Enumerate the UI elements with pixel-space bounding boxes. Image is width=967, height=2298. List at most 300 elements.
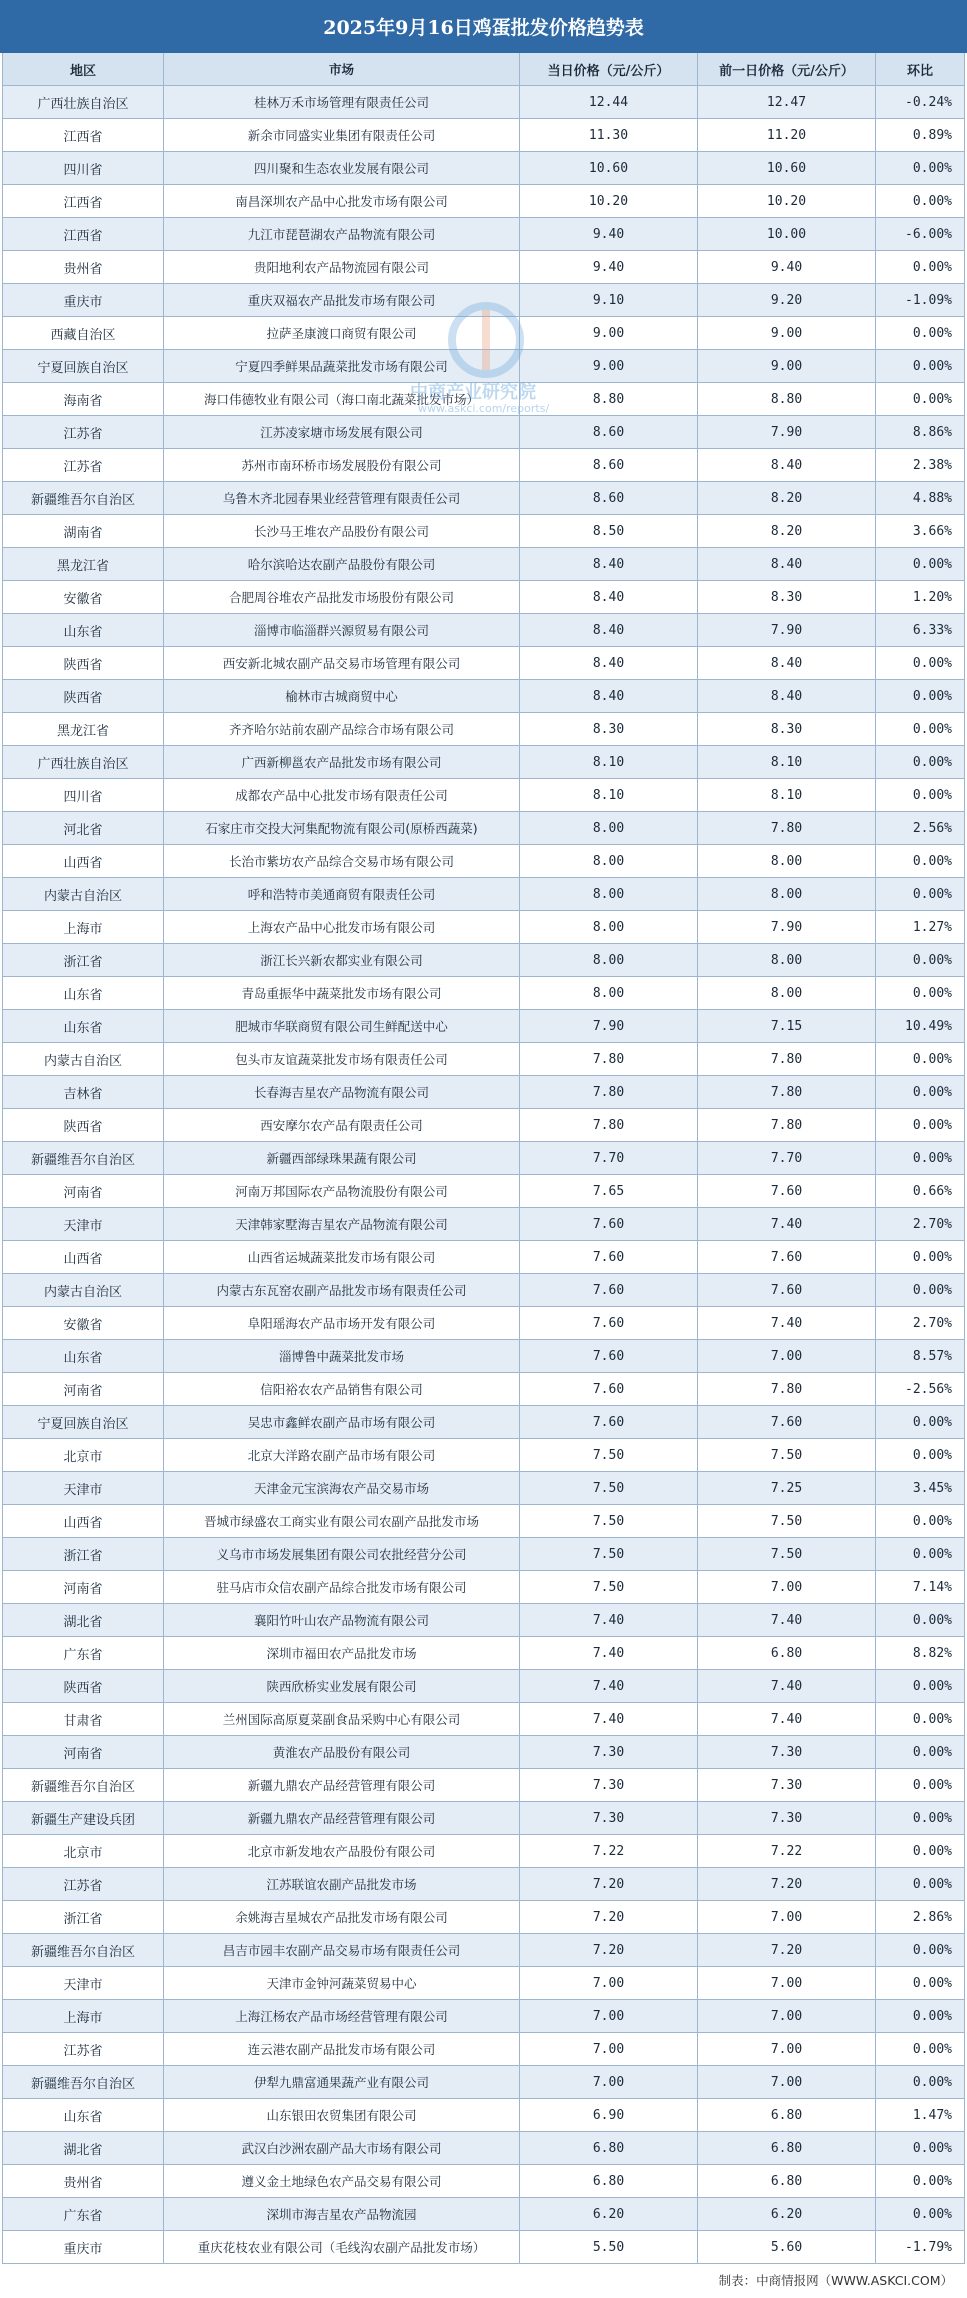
change-cell: 0.00% <box>876 1538 965 1570</box>
table-row <box>2 1637 965 1670</box>
region-cell: 河南省 <box>2 1373 164 1405</box>
change-cell: 0.00% <box>876 1142 965 1174</box>
today-price-cell: 9.10 <box>520 284 698 316</box>
market-cell: 兰州国际高原夏菜副食品采购中心有限公司 <box>164 1703 520 1735</box>
prev-price-cell: 10.00 <box>698 218 876 250</box>
market-cell: 天津金元宝滨海农产品交易市场 <box>164 1472 520 1504</box>
region-cell: 广西壮族自治区 <box>2 86 164 118</box>
market-cell: 天津韩家墅海吉星农产品物流有限公司 <box>164 1208 520 1240</box>
region-cell: 江苏省 <box>2 449 164 481</box>
change-cell: 0.00% <box>876 2000 965 2032</box>
prev-price-cell: 10.20 <box>698 185 876 217</box>
prev-price-cell: 7.00 <box>698 1967 876 1999</box>
market-cell: 驻马店市众信农副产品综合批发市场有限公司 <box>164 1571 520 1603</box>
region-cell: 山东省 <box>2 614 164 646</box>
header-prev-price: 前一日价格（元/公斤） <box>698 53 876 85</box>
header-change: 环比 <box>876 53 965 85</box>
market-cell: 襄阳竹叶山农产品物流有限公司 <box>164 1604 520 1636</box>
region-cell: 四川省 <box>2 779 164 811</box>
market-cell: 新疆九鼎农产品经营管理有限公司 <box>164 1769 520 1801</box>
today-price-cell: 9.00 <box>520 350 698 382</box>
market-cell: 石家庄市交投大河集配物流有限公司(原桥西蔬菜) <box>164 812 520 844</box>
source-note: 制表：中商情报网（WWW.ASKCI.COM） <box>718 2273 953 2288</box>
prev-price-cell: 8.40 <box>698 680 876 712</box>
prev-price-cell: 8.30 <box>698 713 876 745</box>
table-row <box>2 548 965 581</box>
table-row <box>2 449 965 482</box>
table-row <box>2 1241 965 1274</box>
table-row <box>2 1406 965 1439</box>
today-price-cell: 7.50 <box>520 1505 698 1537</box>
table-row <box>2 2198 965 2231</box>
region-cell: 新疆生产建设兵团 <box>2 1802 164 1834</box>
change-cell: 1.47% <box>876 2099 965 2131</box>
prev-price-cell: 7.80 <box>698 1373 876 1405</box>
prev-price-cell: 8.10 <box>698 779 876 811</box>
prev-price-cell: 8.00 <box>698 977 876 1009</box>
region-cell: 江西省 <box>2 185 164 217</box>
today-price-cell: 8.00 <box>520 812 698 844</box>
region-cell: 河南省 <box>2 1571 164 1603</box>
market-cell: 成都农产品中心批发市场有限责任公司 <box>164 779 520 811</box>
change-cell: 0.00% <box>876 2198 965 2230</box>
market-cell: 山西省运城蔬菜批发市场有限公司 <box>164 1241 520 1273</box>
prev-price-cell: 7.30 <box>698 1769 876 1801</box>
today-price-cell: 8.00 <box>520 845 698 877</box>
table-row <box>2 1340 965 1373</box>
table-row <box>2 2099 965 2132</box>
today-price-cell: 7.00 <box>520 2000 698 2032</box>
today-price-cell: 7.60 <box>520 1373 698 1405</box>
prev-price-cell: 7.40 <box>698 1307 876 1339</box>
region-cell: 吉林省 <box>2 1076 164 1108</box>
change-cell: 0.00% <box>876 548 965 580</box>
region-cell: 河南省 <box>2 1175 164 1207</box>
prev-price-cell: 7.40 <box>698 1604 876 1636</box>
market-cell: 伊犁九鼎富通果蔬产业有限公司 <box>164 2066 520 2098</box>
market-cell: 阜阳瑶海农产品市场开发有限公司 <box>164 1307 520 1339</box>
prev-price-cell: 7.00 <box>698 2000 876 2032</box>
prev-price-cell: 7.40 <box>698 1670 876 1702</box>
region-cell: 陕西省 <box>2 647 164 679</box>
change-cell: -6.00% <box>876 218 965 250</box>
table-row <box>2 152 965 185</box>
prev-price-cell: 7.25 <box>698 1472 876 1504</box>
table-row <box>2 218 965 251</box>
region-cell: 湖北省 <box>2 1604 164 1636</box>
prev-price-cell: 8.20 <box>698 482 876 514</box>
change-cell: 1.20% <box>876 581 965 613</box>
region-cell: 新疆维吾尔自治区 <box>2 1934 164 1966</box>
region-cell: 新疆维吾尔自治区 <box>2 2066 164 2098</box>
market-cell: 天津市金钟河蔬菜贸易中心 <box>164 1967 520 1999</box>
prev-price-cell: 11.20 <box>698 119 876 151</box>
region-cell: 新疆维吾尔自治区 <box>2 482 164 514</box>
region-cell: 上海市 <box>2 2000 164 2032</box>
region-cell: 河南省 <box>2 1736 164 1768</box>
prev-price-cell: 7.50 <box>698 1439 876 1471</box>
market-cell: 山东银田农贸集团有限公司 <box>164 2099 520 2131</box>
market-cell: 深圳市福田农产品批发市场 <box>164 1637 520 1669</box>
region-cell: 黑龙江省 <box>2 548 164 580</box>
market-cell: 肥城市华联商贸有限公司生鲜配送中心 <box>164 1010 520 1042</box>
market-cell: 青岛重振华中蔬菜批发市场有限公司 <box>164 977 520 1009</box>
table-row <box>2 1769 965 1802</box>
prev-price-cell: 9.00 <box>698 317 876 349</box>
table-row <box>2 1604 965 1637</box>
table-row <box>2 1703 965 1736</box>
prev-price-cell: 7.90 <box>698 911 876 943</box>
prev-price-cell: 8.40 <box>698 647 876 679</box>
region-cell: 宁夏回族自治区 <box>2 350 164 382</box>
today-price-cell: 7.30 <box>520 1769 698 1801</box>
market-cell: 广西新柳邕农产品批发市场有限公司 <box>164 746 520 778</box>
table-row <box>2 1142 965 1175</box>
prev-price-cell: 9.40 <box>698 251 876 283</box>
market-cell: 晋城市绿盛农工商实业有限公司农副产品批发市场 <box>164 1505 520 1537</box>
today-price-cell: 10.60 <box>520 152 698 184</box>
change-cell: 2.70% <box>876 1307 965 1339</box>
change-cell: 0.00% <box>876 1769 965 1801</box>
change-cell: 0.00% <box>876 779 965 811</box>
market-cell: 江苏凌家塘市场发展有限公司 <box>164 416 520 448</box>
change-cell: 0.00% <box>876 647 965 679</box>
today-price-cell: 6.90 <box>520 2099 698 2131</box>
change-cell: 0.00% <box>876 713 965 745</box>
table-row <box>2 1670 965 1703</box>
today-price-cell: 7.60 <box>520 1208 698 1240</box>
table-row <box>2 614 965 647</box>
today-price-cell: 8.40 <box>520 581 698 613</box>
table-row <box>2 482 965 515</box>
prev-price-cell: 8.00 <box>698 845 876 877</box>
prev-price-cell: 6.80 <box>698 2165 876 2197</box>
today-price-cell: 7.20 <box>520 1868 698 1900</box>
table-row <box>2 1109 965 1142</box>
today-price-cell: 10.20 <box>520 185 698 217</box>
region-cell: 广东省 <box>2 1637 164 1669</box>
today-price-cell: 8.40 <box>520 680 698 712</box>
region-cell: 安徽省 <box>2 581 164 613</box>
table-row <box>2 1835 965 1868</box>
change-cell: 0.00% <box>876 1967 965 1999</box>
today-price-cell: 8.60 <box>520 449 698 481</box>
region-cell: 山东省 <box>2 1010 164 1042</box>
market-cell: 义乌市市场发展集团有限公司农批经营分公司 <box>164 1538 520 1570</box>
change-cell: 0.00% <box>876 746 965 778</box>
region-cell: 陕西省 <box>2 1670 164 1702</box>
change-cell: 0.00% <box>876 1109 965 1141</box>
market-cell: 包头市友谊蔬菜批发市场有限责任公司 <box>164 1043 520 1075</box>
region-cell: 重庆市 <box>2 284 164 316</box>
table-row <box>2 1208 965 1241</box>
market-cell: 长沙马王堆农产品股份有限公司 <box>164 515 520 547</box>
table-row <box>2 713 965 746</box>
region-cell: 山东省 <box>2 1340 164 1372</box>
market-cell: 新疆西部绿珠果蔬有限公司 <box>164 1142 520 1174</box>
region-cell: 广西壮族自治区 <box>2 746 164 778</box>
region-cell: 内蒙古自治区 <box>2 878 164 910</box>
region-cell: 四川省 <box>2 152 164 184</box>
table-row <box>2 1901 965 1934</box>
market-cell: 齐齐哈尔站前农副产品综合市场有限公司 <box>164 713 520 745</box>
prev-price-cell: 8.00 <box>698 944 876 976</box>
today-price-cell: 7.80 <box>520 1043 698 1075</box>
market-cell: 合肥周谷堆农产品批发市场股份有限公司 <box>164 581 520 613</box>
today-price-cell: 7.40 <box>520 1604 698 1636</box>
market-cell: 淄博鲁中蔬菜批发市场 <box>164 1340 520 1372</box>
table-row <box>2 1736 965 1769</box>
change-cell: 0.00% <box>876 977 965 1009</box>
market-cell: 榆林市古城商贸中心 <box>164 680 520 712</box>
change-cell: 0.00% <box>876 1670 965 1702</box>
table-row <box>2 1538 965 1571</box>
region-cell: 北京市 <box>2 1439 164 1471</box>
market-cell: 内蒙古东瓦窑农副产品批发市场有限责任公司 <box>164 1274 520 1306</box>
market-cell: 苏州市南环桥市场发展股份有限公司 <box>164 449 520 481</box>
today-price-cell: 7.60 <box>520 1406 698 1438</box>
region-cell: 天津市 <box>2 1208 164 1240</box>
today-price-cell: 7.90 <box>520 1010 698 1042</box>
header-today-price: 当日价格（元/公斤） <box>520 53 698 85</box>
region-cell: 山东省 <box>2 2099 164 2131</box>
table-row <box>2 1868 965 1901</box>
today-price-cell: 7.80 <box>520 1109 698 1141</box>
table-row <box>2 812 965 845</box>
market-cell: 新余市同盛实业集团有限责任公司 <box>164 119 520 151</box>
today-price-cell: 6.20 <box>520 2198 698 2230</box>
table-row <box>2 977 965 1010</box>
region-cell: 黑龙江省 <box>2 713 164 745</box>
market-cell: 北京大洋路农副产品市场有限公司 <box>164 1439 520 1471</box>
change-cell: 8.86% <box>876 416 965 448</box>
region-cell: 陕西省 <box>2 1109 164 1141</box>
prev-price-cell: 8.40 <box>698 449 876 481</box>
today-price-cell: 8.10 <box>520 779 698 811</box>
today-price-cell: 7.60 <box>520 1340 698 1372</box>
change-cell: 0.00% <box>876 1736 965 1768</box>
prev-price-cell: 7.40 <box>698 1703 876 1735</box>
header-region: 地区 <box>2 53 164 85</box>
region-cell: 江苏省 <box>2 2033 164 2065</box>
market-cell: 拉萨圣康渡口商贸有限公司 <box>164 317 520 349</box>
table-row <box>2 1802 965 1835</box>
market-cell: 长春海吉星农产品物流有限公司 <box>164 1076 520 1108</box>
today-price-cell: 7.60 <box>520 1241 698 1273</box>
today-price-cell: 7.40 <box>520 1637 698 1669</box>
change-cell: 0.00% <box>876 2066 965 2098</box>
today-price-cell: 7.20 <box>520 1934 698 1966</box>
today-price-cell: 7.00 <box>520 2066 698 2098</box>
today-price-cell: 7.00 <box>520 1967 698 1999</box>
prev-price-cell: 5.60 <box>698 2231 876 2263</box>
page-title: 2025年9月16日鸡蛋批发价格趋势表 <box>0 0 967 53</box>
prev-price-cell: 8.80 <box>698 383 876 415</box>
region-cell: 安徽省 <box>2 1307 164 1339</box>
today-price-cell: 7.40 <box>520 1703 698 1735</box>
prev-price-cell: 7.00 <box>698 2066 876 2098</box>
today-price-cell: 8.00 <box>520 911 698 943</box>
prev-price-cell: 7.90 <box>698 416 876 448</box>
prev-price-cell: 9.00 <box>698 350 876 382</box>
prev-price-cell: 7.00 <box>698 1340 876 1372</box>
table-header-row <box>2 53 965 86</box>
change-cell: 0.89% <box>876 119 965 151</box>
change-cell: 0.00% <box>876 383 965 415</box>
prev-price-cell: 10.60 <box>698 152 876 184</box>
market-cell: 桂林万禾市场管理有限责任公司 <box>164 86 520 118</box>
today-price-cell: 7.65 <box>520 1175 698 1207</box>
market-cell: 连云港农副产品批发市场有限公司 <box>164 2033 520 2065</box>
prev-price-cell: 7.22 <box>698 1835 876 1867</box>
change-cell: 0.00% <box>876 1406 965 1438</box>
market-cell: 哈尔滨哈达农副产品股份有限公司 <box>164 548 520 580</box>
change-cell: -0.24% <box>876 86 965 118</box>
prev-price-cell: 7.20 <box>698 1868 876 1900</box>
today-price-cell: 7.00 <box>520 2033 698 2065</box>
change-cell: 4.88% <box>876 482 965 514</box>
watermark-logo-icon <box>446 300 526 380</box>
table-row <box>2 2000 965 2033</box>
region-cell: 山西省 <box>2 1241 164 1273</box>
today-price-cell: 8.80 <box>520 383 698 415</box>
table-row <box>2 1043 965 1076</box>
change-cell: 0.00% <box>876 1934 965 1966</box>
today-price-cell: 8.60 <box>520 482 698 514</box>
change-cell: 8.82% <box>876 1637 965 1669</box>
prev-price-cell: 7.60 <box>698 1241 876 1273</box>
table-row <box>2 2132 965 2165</box>
today-price-cell: 8.40 <box>520 647 698 679</box>
region-cell: 北京市 <box>2 1835 164 1867</box>
market-cell: 重庆花枝农业有限公司（毛线沟农副产品批发市场） <box>164 2231 520 2263</box>
region-cell: 贵州省 <box>2 251 164 283</box>
prev-price-cell: 6.80 <box>698 2099 876 2131</box>
region-cell: 山西省 <box>2 1505 164 1537</box>
region-cell: 江西省 <box>2 218 164 250</box>
change-cell: 0.00% <box>876 2165 965 2197</box>
prev-price-cell: 7.80 <box>698 1109 876 1141</box>
prev-price-cell: 7.00 <box>698 1901 876 1933</box>
table-row <box>2 1472 965 1505</box>
region-cell: 新疆维吾尔自治区 <box>2 1142 164 1174</box>
region-cell: 海南省 <box>2 383 164 415</box>
change-cell: 3.45% <box>876 1472 965 1504</box>
today-price-cell: 9.40 <box>520 218 698 250</box>
market-cell: 遵义金土地绿色农产品交易有限公司 <box>164 2165 520 2197</box>
today-price-cell: 7.20 <box>520 1901 698 1933</box>
market-cell: 上海农产品中心批发市场有限公司 <box>164 911 520 943</box>
change-cell: 0.00% <box>876 1076 965 1108</box>
table-row <box>2 2165 965 2198</box>
change-cell: 0.00% <box>876 317 965 349</box>
change-cell: 8.57% <box>876 1340 965 1372</box>
market-cell: 北京市新发地农产品股份有限公司 <box>164 1835 520 1867</box>
today-price-cell: 8.00 <box>520 878 698 910</box>
change-cell: 0.00% <box>876 2132 965 2164</box>
change-cell: 0.00% <box>876 1802 965 1834</box>
table-row <box>2 647 965 680</box>
change-cell: 2.56% <box>876 812 965 844</box>
change-cell: 0.00% <box>876 1043 965 1075</box>
table-row <box>2 878 965 911</box>
change-cell: 0.00% <box>876 1835 965 1867</box>
change-cell: -1.79% <box>876 2231 965 2263</box>
table-row <box>2 911 965 944</box>
change-cell: 2.38% <box>876 449 965 481</box>
region-cell: 广东省 <box>2 2198 164 2230</box>
table-row <box>2 1076 965 1109</box>
change-cell: 0.00% <box>876 944 965 976</box>
today-price-cell: 8.10 <box>520 746 698 778</box>
market-cell: 贵阳地利农产品物流园有限公司 <box>164 251 520 283</box>
table-row <box>2 2033 965 2066</box>
region-cell: 上海市 <box>2 911 164 943</box>
change-cell: -2.56% <box>876 1373 965 1405</box>
region-cell: 浙江省 <box>2 944 164 976</box>
prev-price-cell: 8.00 <box>698 878 876 910</box>
table-row <box>2 1934 965 1967</box>
change-cell: 2.86% <box>876 1901 965 1933</box>
table-row <box>2 746 965 779</box>
market-cell: 九江市琵琶湖农产品物流有限公司 <box>164 218 520 250</box>
table-row <box>2 1010 965 1043</box>
today-price-cell: 7.22 <box>520 1835 698 1867</box>
prev-price-cell: 7.50 <box>698 1505 876 1537</box>
table-row <box>2 845 965 878</box>
market-cell: 河南万邦国际农产品物流股份有限公司 <box>164 1175 520 1207</box>
table-row <box>2 1373 965 1406</box>
today-price-cell: 7.70 <box>520 1142 698 1174</box>
prev-price-cell: 7.60 <box>698 1175 876 1207</box>
table-row <box>2 581 965 614</box>
market-cell: 宁夏四季鲜果品蔬菜批发市场有限公司 <box>164 350 520 382</box>
change-cell: 0.00% <box>876 878 965 910</box>
prev-price-cell: 12.47 <box>698 86 876 118</box>
today-price-cell: 7.50 <box>520 1472 698 1504</box>
today-price-cell: 11.30 <box>520 119 698 151</box>
market-cell: 乌鲁木齐北园春果业经营管理有限责任公司 <box>164 482 520 514</box>
prev-price-cell: 6.80 <box>698 1637 876 1669</box>
today-price-cell: 7.30 <box>520 1802 698 1834</box>
table-row <box>2 1175 965 1208</box>
change-cell: 0.00% <box>876 1241 965 1273</box>
today-price-cell: 7.40 <box>520 1670 698 1702</box>
market-cell: 深圳市海吉星农产品物流园 <box>164 2198 520 2230</box>
prev-price-cell: 7.80 <box>698 812 876 844</box>
table-row <box>2 86 965 119</box>
today-price-cell: 7.50 <box>520 1439 698 1471</box>
change-cell: 3.66% <box>876 515 965 547</box>
change-cell: 0.00% <box>876 680 965 712</box>
prev-price-cell: 6.20 <box>698 2198 876 2230</box>
prev-price-cell: 8.30 <box>698 581 876 613</box>
market-cell: 淄博市临淄群兴源贸易有限公司 <box>164 614 520 646</box>
market-cell: 新疆九鼎农产品经营管理有限公司 <box>164 1802 520 1834</box>
today-price-cell: 8.30 <box>520 713 698 745</box>
change-cell: 0.00% <box>876 2033 965 2065</box>
market-cell: 长治市紫坊农产品综合交易市场有限公司 <box>164 845 520 877</box>
today-price-cell: 8.00 <box>520 944 698 976</box>
region-cell: 湖北省 <box>2 2132 164 2164</box>
watermark-text: 中商产业研究院 <box>410 382 536 403</box>
market-cell: 余姚海吉星城农产品批发市场有限公司 <box>164 1901 520 1933</box>
today-price-cell: 8.40 <box>520 614 698 646</box>
region-cell: 湖南省 <box>2 515 164 547</box>
prev-price-cell: 7.50 <box>698 1538 876 1570</box>
prev-price-cell: 7.60 <box>698 1274 876 1306</box>
region-cell: 内蒙古自治区 <box>2 1043 164 1075</box>
